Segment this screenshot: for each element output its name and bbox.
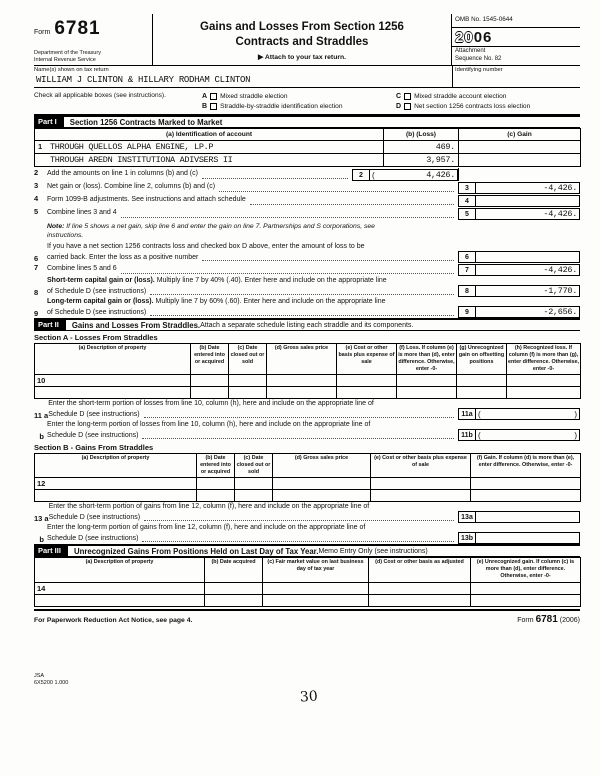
election-b — [202, 101, 390, 111]
dept-irs: Internal Revenue Service — [34, 57, 96, 64]
election-a-label: Mixed straddle election — [220, 92, 288, 100]
line11a-number: 11 a — [34, 411, 49, 421]
line5-box-number: 5 — [459, 209, 476, 219]
section-a-table — [34, 343, 581, 399]
empty-cell[interactable] — [471, 490, 581, 502]
empty-cell[interactable] — [35, 387, 191, 399]
line7-amount[interactable]: -4,426. — [543, 265, 577, 276]
note-text: If line 5 shows a net gain, skip line 6 and enter the gain on line 7. Partnerships and S corporations, see — [66, 223, 375, 230]
col-d-cost-basis-adjusted: (d) Cost or other basis as adjusted — [369, 558, 471, 582]
attachment-sequence — [452, 46, 580, 65]
print-code: 6X5200 1.000 — [34, 680, 69, 687]
dot-leader — [202, 178, 348, 179]
line13a-text2: Schedule D (see instructions) — [48, 513, 141, 521]
footer-form-year: (2006) — [559, 616, 580, 624]
election-b-checkbox[interactable] — [210, 103, 217, 110]
line9-amount-box — [458, 306, 580, 318]
empty-cell[interactable] — [507, 387, 581, 399]
section-b-header-row — [35, 454, 581, 478]
dot-leader — [150, 294, 454, 295]
line5-amount[interactable]: -4,426. — [543, 209, 577, 219]
section-a-title: Section A - Losses From Straddles — [34, 333, 158, 343]
line2-number: 2 — [34, 168, 39, 177]
line-13b — [34, 523, 580, 544]
line9-number: 9 — [34, 309, 39, 319]
line6-amount-box — [458, 251, 580, 263]
empty-cell[interactable] — [457, 375, 507, 387]
col-b-date-entered: (b) Date entered into or acquired — [191, 344, 229, 375]
election-b-letter: B — [202, 102, 208, 110]
line-11a — [34, 399, 580, 420]
empty-cell[interactable] — [267, 375, 337, 387]
dept-treasury: Department of the Treasury — [34, 50, 101, 57]
account-2-loss-cell — [384, 154, 459, 167]
col-e-unrecognized-gain: (e) Unrecognized gain. If column (c) is more than (d), enter difference. Otherwise, enter -0- — [471, 558, 581, 582]
election-a-letter: A — [202, 92, 208, 100]
part1-header-bar — [34, 115, 580, 128]
line13b-number: b — [39, 535, 44, 545]
empty-cell[interactable] — [369, 582, 471, 594]
line11b-amount-box — [458, 429, 580, 441]
line6-box-number: 6 — [459, 252, 476, 262]
account-1-loss-cell — [384, 141, 459, 154]
line8-box-number: 8 — [459, 286, 476, 296]
omb-number: OMB No. 1545-0644 — [452, 14, 580, 28]
name-row — [34, 66, 580, 88]
account-2-loss[interactable]: 3,957. — [426, 155, 455, 165]
part2-header-bar — [34, 318, 580, 331]
empty-cell[interactable] — [235, 490, 273, 502]
line11a-close-paren: ) — [574, 409, 577, 419]
empty-cell[interactable] — [337, 387, 397, 399]
line7-amount-box — [458, 264, 580, 276]
note-line2: instructions. — [47, 232, 84, 240]
line6-text1: If you have a net section 1256 contracts loss and checked box D above, enter the amount of loss to be — [47, 243, 365, 251]
line13b-text2: Schedule D (see instructions) — [47, 534, 139, 542]
line-11b — [34, 420, 580, 441]
footer-form-id — [517, 614, 580, 625]
line11b-text1: Enter the long-term portion of losses from line 10, column (h), here and include on the appropriate line of — [47, 421, 371, 429]
col-d-gross-sales: (d) Gross sales price — [267, 344, 337, 375]
header-right — [452, 14, 580, 65]
empty-cell[interactable] — [471, 478, 581, 490]
line14-row — [35, 582, 581, 594]
line4-text: Form 1099-B adjustments. See instructions and attach schedule — [47, 196, 246, 203]
dot-leader — [121, 217, 454, 218]
attachment-word: Attachment — [455, 48, 486, 54]
line-4 — [34, 194, 580, 207]
col-b-date-acquired: (b) Date acquired — [205, 558, 263, 582]
election-c-label: Mixed straddle account election — [414, 92, 507, 100]
col-g-unrecognized-gain: (g) Unrecognized gain on offsetting positions — [457, 344, 507, 375]
election-section — [34, 88, 580, 115]
line11b-text-block — [47, 420, 458, 441]
line13a-box-number: 13a — [459, 512, 476, 522]
header-center — [152, 14, 452, 65]
line-6 — [34, 242, 580, 263]
line5-number: 5 — [34, 207, 39, 216]
line4-number: 4 — [34, 194, 39, 203]
line6-text-block — [47, 242, 458, 263]
empty-cell[interactable] — [457, 387, 507, 399]
election-c-letter: C — [396, 92, 402, 100]
col-identification-of-account: (a) Identification of account — [35, 129, 384, 141]
line11b-number: b — [39, 432, 44, 442]
line13a-text1: Enter the short-term portion of gains from line 12, column (f), here and include on the appropriate line of — [48, 503, 370, 511]
part3-title-bold: Unrecognized Gains From Positions Held on Last Day of Tax Year. — [73, 546, 319, 556]
line-3 — [34, 181, 580, 194]
line13b-text1: Enter the long-term portion of gains from line 12, column (f), here and include on the appropriate line of — [47, 524, 366, 532]
line10-row — [35, 375, 581, 387]
tax-year — [452, 28, 580, 46]
empty-cell[interactable] — [197, 478, 235, 490]
empty-cell[interactable] — [229, 387, 267, 399]
line12-number: 12 — [37, 479, 46, 489]
line9-amount[interactable]: -2,656. — [543, 307, 577, 318]
line11a-text1: Enter the short-term portion of losses from line 10, column (h), here and include on the appropriate line of — [48, 400, 374, 408]
empty-cell[interactable] — [205, 594, 263, 606]
col-b-date-entered: (b) Date entered into or acquired — [197, 454, 235, 478]
account-1-description[interactable]: THROUGH QUELLOS ALPHA ENGINE, LP.P — [50, 142, 214, 152]
col-e-cost-basis: (e) Cost or other basis plus expense of sale — [371, 454, 471, 478]
line12-row-2 — [35, 490, 581, 502]
dot-leader — [144, 417, 454, 418]
election-b-label: Straddle-by-straddle identification election — [220, 102, 343, 110]
line7-number: 7 — [34, 263, 39, 273]
line8-lead: Short-term capital gain or (loss). — [47, 277, 155, 285]
form-id — [34, 18, 152, 40]
line2-text: Add the amounts on line 1 in columns (b) and (c) — [47, 170, 198, 177]
col-a-description: (a) Description of property — [35, 454, 197, 478]
dot-leader — [144, 520, 454, 521]
empty-cell[interactable] — [371, 478, 471, 490]
section-b-title: Section B - Gains From Straddles — [34, 443, 154, 453]
form-number: 6781 — [54, 18, 101, 39]
line9-box-number: 9 — [459, 307, 476, 317]
note-label: Note: — [47, 223, 65, 230]
year-bold: 06 — [473, 29, 493, 46]
empty-cell[interactable] — [273, 478, 371, 490]
sequence-number: Sequence No. 82 — [455, 55, 502, 62]
col-gain: (c) Gain — [459, 129, 581, 141]
note-line1 — [47, 222, 580, 231]
dot-leader — [219, 191, 454, 192]
form-title — [157, 20, 447, 49]
col-d-gross-sales: (d) Gross sales price — [273, 454, 371, 478]
paperwork-notice: For Paperwork Reduction Act Notice, see page 4. — [34, 616, 193, 624]
line11a-text-block — [48, 399, 458, 420]
col-a-description: (a) Description of property — [35, 344, 191, 375]
footer-form-number: 6781 — [535, 613, 558, 625]
empty-cell[interactable] — [205, 582, 263, 594]
line5-text: Combine lines 3 and 4 — [47, 209, 117, 216]
part1-label: Part I — [34, 116, 64, 128]
part1-title: Section 1256 Contracts Marked to Market — [69, 117, 223, 127]
bottom-area — [34, 673, 580, 733]
line8-amount-box — [458, 285, 580, 297]
line8-number: 8 — [34, 288, 39, 298]
jsa-code-block — [34, 673, 580, 688]
account-2-description[interactable]: THROUGH AREDN INSTITUTIONA ADIVSERS II — [50, 155, 233, 165]
line3-number: 3 — [34, 181, 39, 190]
line5-amount-box — [458, 208, 580, 220]
col-a-description: (a) Description of property — [35, 558, 205, 582]
identifying-number-box — [452, 66, 580, 87]
line4-box-number: 4 — [459, 196, 476, 206]
line14-row-2 — [35, 594, 581, 606]
empty-cell[interactable] — [35, 594, 205, 606]
jsa-label: JSA — [34, 672, 45, 679]
election-c — [396, 91, 580, 101]
line11b-box-number: 11b — [459, 430, 476, 440]
line11a-amount-box — [458, 408, 580, 420]
line-2 — [34, 168, 580, 181]
line3-amount-box — [458, 182, 580, 194]
line13b-amount-box — [458, 532, 580, 544]
empty-cell[interactable] — [371, 490, 471, 502]
line11a-open-paren: ( — [478, 409, 481, 419]
line8-text-block — [47, 276, 458, 297]
line2-box-number: 2 — [353, 170, 370, 180]
empty-cell[interactable] — [263, 594, 369, 606]
part3-header-bar — [34, 544, 580, 557]
line6-text2: carried back. Enter the loss as a positive number — [47, 253, 199, 261]
part2-title-bold: Gains and Losses From Straddles. — [71, 320, 201, 330]
empty-cell[interactable] — [397, 375, 457, 387]
line-7 — [34, 263, 580, 276]
empty-cell[interactable] — [471, 594, 581, 606]
line9-text2: of Schedule D (see instructions) — [47, 308, 147, 316]
line13a-amount-box — [458, 511, 580, 523]
line2-amount-field[interactable] — [370, 170, 457, 180]
line12-desc-cell[interactable] — [35, 478, 197, 490]
empty-cell[interactable] — [235, 478, 273, 490]
line13b-text-block — [47, 523, 458, 544]
line9-lead: Long-term capital gain or (loss). — [47, 298, 154, 306]
empty-cell[interactable] — [267, 387, 337, 399]
line9-text-block — [47, 297, 458, 318]
account-row-1 — [35, 141, 581, 154]
line7-box-number: 7 — [459, 265, 476, 275]
empty-cell[interactable] — [337, 375, 397, 387]
part3-title-rest: Memo Entry Only (see instructions) — [318, 547, 428, 555]
line10-desc-cell[interactable] — [35, 375, 191, 387]
dot-leader — [202, 260, 454, 261]
line13a-text-block — [49, 502, 458, 523]
year-outline: 20 — [455, 29, 474, 46]
col-loss: (b) (Loss) — [384, 129, 459, 141]
col-c-date-closed: (c) Date closed out or sold — [229, 344, 267, 375]
line11b-close-paren: ) — [574, 430, 577, 440]
part3-table — [34, 557, 581, 606]
line7-text: Combine lines 5 and 6 — [47, 265, 117, 273]
line3-amount[interactable]: -4,426. — [543, 183, 577, 193]
col-h-recognized-loss: (h) Recognized loss. If column (f) is more than (g), enter difference. Otherwise, enter -0- — [507, 344, 581, 375]
empty-cell[interactable] — [197, 490, 235, 502]
handwritten-page-number: 30 — [299, 687, 319, 706]
line3-text: Net gain or (loss). Combine line 2, columns (b) and (c) — [47, 183, 216, 190]
taxpayer-name-field[interactable]: WILLIAM J CLINTON & HILLARY RODHAM CLINTON — [36, 75, 251, 85]
form-word: Form — [34, 29, 51, 36]
account-2-gain-cell — [459, 154, 581, 167]
line10-number: 10 — [37, 376, 46, 386]
dot-leader — [150, 315, 454, 316]
line11a-text2: Schedule D (see instructions) — [48, 410, 140, 418]
line8-amount[interactable]: -1,770. — [543, 286, 577, 297]
line-9 — [34, 297, 580, 318]
part1-table-header — [35, 129, 581, 141]
account-1-loss[interactable]: 469. — [435, 142, 455, 152]
empty-cell[interactable] — [397, 387, 457, 399]
election-a — [202, 91, 390, 101]
line6-number: 6 — [34, 254, 39, 264]
election-d — [396, 101, 580, 111]
account-1-gain-cell — [459, 141, 581, 154]
section-a-header-row — [35, 344, 581, 375]
line13b-box-number: 13b — [459, 533, 476, 543]
dot-leader — [250, 204, 454, 205]
col-f-loss: (f) Loss. If column (e) is more than (d), enter difference. Otherwise, enter -0- — [397, 344, 457, 375]
line2-open-paren: ( — [372, 170, 375, 180]
account-2-desc-cell — [35, 154, 384, 167]
part1-table — [34, 128, 581, 167]
line2-gain-cell[interactable] — [458, 168, 580, 181]
part2-label: Part II — [34, 319, 66, 331]
account-row-2 — [35, 154, 581, 167]
empty-cell[interactable] — [273, 490, 371, 502]
empty-cell[interactable] — [229, 375, 267, 387]
dot-leader — [121, 273, 454, 274]
empty-cell[interactable] — [191, 375, 229, 387]
election-d-letter: D — [396, 102, 402, 110]
line2-amount: 4,426. — [426, 170, 455, 180]
attach-instruction: ▶ Attach to your tax return. — [257, 53, 347, 61]
election-a-checkbox[interactable] — [210, 93, 217, 100]
line14-number: 14 — [37, 583, 46, 593]
line1-number: 1 — [38, 142, 43, 151]
empty-cell[interactable] — [263, 582, 369, 594]
header-left — [34, 14, 152, 65]
form-footer — [34, 609, 580, 625]
election-c-checkbox[interactable] — [404, 93, 411, 100]
line-5 — [34, 207, 580, 220]
empty-cell[interactable] — [35, 490, 197, 502]
empty-cell[interactable] — [191, 387, 229, 399]
line13a-number: 13 a — [34, 514, 49, 524]
dot-leader — [142, 438, 454, 439]
line11b-open-paren: ( — [478, 430, 481, 440]
line2-amount-box — [352, 169, 458, 181]
line10-row-2 — [35, 387, 581, 399]
empty-cell[interactable] — [507, 375, 581, 387]
line11b-text2: Schedule D (see instructions) — [47, 431, 139, 439]
line9-text1: Multiply line 7 by 60% (.60). Enter here and include on the appropriate line — [153, 298, 386, 306]
line-8 — [34, 276, 580, 297]
identifying-number-field[interactable] — [455, 73, 578, 84]
col-e-cost-basis: (e) Cost or other basis plus expense of sale — [337, 344, 397, 375]
dot-leader — [142, 541, 454, 542]
empty-cell[interactable] — [369, 594, 471, 606]
col-c-date-closed: (c) Date closed out or sold — [235, 454, 273, 478]
line11a-box-number: 11a — [459, 409, 476, 419]
account-1-desc-cell — [35, 141, 384, 154]
elections-intro: Check all applicable boxes (see instructions). — [34, 92, 166, 99]
identifying-number-label: Identifying number — [455, 67, 503, 73]
line3-box-number: 3 — [459, 183, 476, 193]
part3-header-row — [35, 558, 581, 582]
name-label: Name(s) shown on tax return — [34, 67, 109, 73]
line4-amount-box — [458, 195, 580, 207]
form-title-line1: Gains and Losses From Section 1256 — [200, 21, 404, 34]
line11b-amount-field[interactable] — [476, 431, 579, 440]
line5-note — [34, 220, 580, 242]
footer-form-word: Form — [517, 616, 534, 624]
name-block — [34, 66, 452, 87]
agency-lines — [34, 50, 152, 64]
election-d-checkbox[interactable] — [404, 103, 411, 110]
section-b-table — [34, 453, 581, 502]
part3-label: Part III — [34, 545, 68, 557]
col-c-fair-market-value: (c) Fair market value on last business day of tax year — [263, 558, 369, 582]
part1-lines — [34, 167, 580, 318]
election-d-label: Net section 1256 contracts loss election — [414, 102, 531, 110]
line12-row — [35, 478, 581, 490]
col-f-gain: (f) Gain. If column (d) is more than (e), enter difference. Otherwise, enter -0- — [471, 454, 581, 478]
line8-text1: Multiply line 7 by 40% (.40). Enter here and include on the appropriate line — [154, 277, 387, 285]
line11a-amount-field[interactable] — [476, 410, 579, 419]
part2-title-rest: Attach a separate schedule listing each straddle and its components. — [200, 321, 414, 329]
elections-grid — [202, 91, 580, 111]
form-header — [34, 14, 580, 66]
line8-text2: of Schedule D (see instructions) — [47, 287, 147, 295]
line-13a — [34, 502, 580, 523]
line14-desc-cell[interactable] — [35, 582, 205, 594]
empty-cell[interactable] — [471, 582, 581, 594]
form-title-line2: Contracts and Straddles — [235, 35, 369, 48]
